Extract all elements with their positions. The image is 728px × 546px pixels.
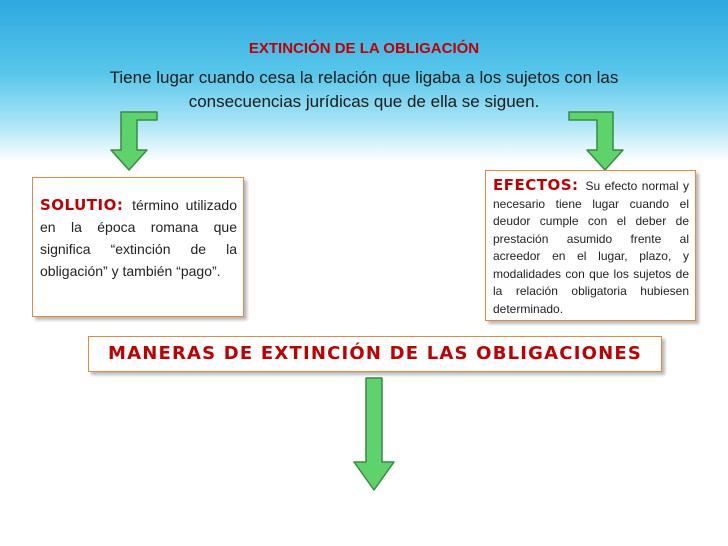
efectos-box	[485, 170, 696, 321]
slide-title: EXTINCIÓN DE LA OBLIGACIÓN	[248, 40, 480, 57]
bent-arrow-right-icon	[569, 112, 623, 170]
solutio-box	[32, 177, 244, 317]
maneras-extincion-box	[88, 336, 662, 372]
efectos-definition: Su efecto normal y necesario tiene lugar cuando el deudor cumple con el deber de prestación asumido frente al acreedor en el lugar, plazo, y modalidades con que los sujetos de la relación obligatoria hubiesen determinado.	[493, 179, 689, 316]
solutio-definition: término utilizado en la época romana que significa “extinción de la obligación” y también “pago”.	[40, 197, 238, 279]
subtitle-line-1: Tiene lugar cuando cesa la relación que ligaba a los sujetos con las	[109, 68, 619, 87]
solutio-term: SOLUTIO:	[40, 196, 133, 214]
down-arrow-icon	[354, 378, 394, 490]
subtitle-line-2: consecuencias jurídicas que de ella se siguen.	[188, 92, 540, 111]
bent-arrow-left-icon	[111, 112, 157, 170]
maneras-extincion-heading: MANERAS DE EXTINCIÓN DE LAS OBLIGACIONES	[107, 343, 643, 364]
efectos-term: EFECTOS:	[493, 176, 586, 194]
